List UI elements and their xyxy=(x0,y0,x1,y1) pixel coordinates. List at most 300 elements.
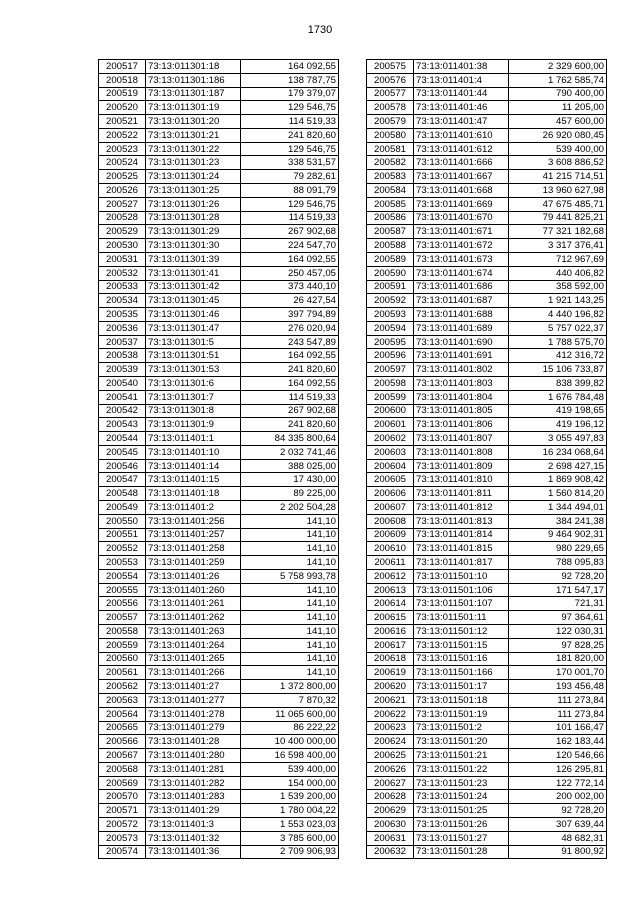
row-number-cell: 200591 xyxy=(367,280,414,294)
value-cell: 1 372 800,00 xyxy=(241,680,339,694)
row-number-cell: 200541 xyxy=(99,390,146,404)
cadastral-number-cell: 73:13:011401:691 xyxy=(414,349,509,363)
value-cell: 1 921 143,25 xyxy=(509,294,607,308)
row-number-cell: 200580 xyxy=(367,128,414,142)
value-cell: 712 967,69 xyxy=(509,252,607,266)
value-cell: 181 820,00 xyxy=(509,652,607,666)
row-number-cell: 200530 xyxy=(99,239,146,253)
table-row xyxy=(367,666,607,680)
value-cell: 2 709 906,93 xyxy=(241,845,339,859)
table-row xyxy=(367,184,607,198)
row-number-cell: 200605 xyxy=(367,473,414,487)
cadastral-number-cell: 73:13:011501:12 xyxy=(414,625,509,639)
cadastral-number-cell: 73:13:011501:22 xyxy=(414,762,509,776)
register-table-left xyxy=(98,59,339,859)
cadastral-number-cell: 73:13:011501:19 xyxy=(414,707,509,721)
row-number-cell: 200589 xyxy=(367,252,414,266)
cadastral-number-cell: 73:13:011401:264 xyxy=(146,638,241,652)
value-cell: 141,10 xyxy=(241,542,339,556)
row-number-cell: 200517 xyxy=(99,60,146,74)
table-row xyxy=(367,197,607,211)
cadastral-number-cell: 73:13:011401:802 xyxy=(414,363,509,377)
row-number-cell: 200534 xyxy=(99,294,146,308)
cadastral-number-cell: 73:13:011301:20 xyxy=(146,115,241,129)
value-cell: 243 547,89 xyxy=(241,335,339,349)
row-number-cell: 200629 xyxy=(367,804,414,818)
value-cell: 16 598 400,00 xyxy=(241,749,339,763)
row-number-cell: 200522 xyxy=(99,128,146,142)
table-row xyxy=(367,390,607,404)
row-number-cell: 200594 xyxy=(367,321,414,335)
value-cell: 122 030,31 xyxy=(509,625,607,639)
table-row xyxy=(99,528,339,542)
table-row xyxy=(99,128,339,142)
value-cell: 241 820,60 xyxy=(241,363,339,377)
cadastral-number-cell: 73:13:011401:814 xyxy=(414,528,509,542)
value-cell: 539 400,00 xyxy=(241,762,339,776)
cadastral-number-cell: 73:13:011401:3 xyxy=(146,817,241,831)
cadastral-number-cell: 73:13:011501:15 xyxy=(414,638,509,652)
cadastral-number-cell: 73:13:011401:262 xyxy=(146,611,241,625)
table-row xyxy=(99,376,339,390)
row-number-cell: 200598 xyxy=(367,376,414,390)
row-number-cell: 200578 xyxy=(367,101,414,115)
table-row xyxy=(367,349,607,363)
table-row xyxy=(99,294,339,308)
row-number-cell: 200537 xyxy=(99,335,146,349)
table-row xyxy=(99,335,339,349)
value-cell: 138 787,75 xyxy=(241,73,339,87)
row-number-cell: 200524 xyxy=(99,156,146,170)
row-number-cell: 200608 xyxy=(367,514,414,528)
value-cell: 92 728,20 xyxy=(509,569,607,583)
table-row xyxy=(367,501,607,515)
cadastral-number-cell: 73:13:011301:187 xyxy=(146,87,241,101)
row-number-cell: 200577 xyxy=(367,87,414,101)
cadastral-number-cell: 73:13:011501:107 xyxy=(414,597,509,611)
value-cell: 440 406,82 xyxy=(509,266,607,280)
value-cell: 179 379,07 xyxy=(241,87,339,101)
table-row xyxy=(367,831,607,845)
cadastral-number-cell: 73:13:011401:612 xyxy=(414,142,509,156)
row-number-cell: 200619 xyxy=(367,666,414,680)
table-row xyxy=(367,294,607,308)
table-row xyxy=(367,170,607,184)
table-row xyxy=(99,583,339,597)
table-row xyxy=(367,128,607,142)
table-row xyxy=(99,73,339,87)
cadastral-number-cell: 73:13:011501:26 xyxy=(414,817,509,831)
cadastral-number-cell: 73:13:011401:815 xyxy=(414,542,509,556)
row-number-cell: 200532 xyxy=(99,266,146,280)
row-number-cell: 200540 xyxy=(99,376,146,390)
value-cell: 164 092,55 xyxy=(241,252,339,266)
table-row xyxy=(99,707,339,721)
cadastral-number-cell: 73:13:011401:263 xyxy=(146,625,241,639)
cadastral-number-cell: 73:13:011501:11 xyxy=(414,611,509,625)
value-cell: 92 728,20 xyxy=(509,804,607,818)
value-cell: 412 316,72 xyxy=(509,349,607,363)
cadastral-number-cell: 73:13:011401:811 xyxy=(414,487,509,501)
value-cell: 241 820,60 xyxy=(241,418,339,432)
cadastral-number-cell: 73:13:011401:673 xyxy=(414,252,509,266)
value-cell: 111 273,84 xyxy=(509,707,607,721)
cadastral-number-cell: 73:13:011501:106 xyxy=(414,583,509,597)
cadastral-number-cell: 73:13:011401:610 xyxy=(414,128,509,142)
cadastral-number-cell: 73:13:011401:261 xyxy=(146,597,241,611)
row-number-cell: 200544 xyxy=(99,432,146,446)
row-number-cell: 200597 xyxy=(367,363,414,377)
table-row xyxy=(367,459,607,473)
value-cell: 89 225,00 xyxy=(241,487,339,501)
cadastral-number-cell: 73:13:011501:18 xyxy=(414,693,509,707)
value-cell: 114 519,33 xyxy=(241,211,339,225)
cadastral-number-cell: 73:13:011401:278 xyxy=(146,707,241,721)
value-cell: 539 400,00 xyxy=(509,142,607,156)
table-row xyxy=(99,225,339,239)
cadastral-number-cell: 73:13:011401:807 xyxy=(414,432,509,446)
cadastral-number-cell: 73:13:011501:166 xyxy=(414,666,509,680)
row-number-cell: 200566 xyxy=(99,735,146,749)
value-cell: 3 608 886,52 xyxy=(509,156,607,170)
row-number-cell: 200564 xyxy=(99,707,146,721)
table-row xyxy=(367,528,607,542)
cadastral-number-cell: 73:13:011401:280 xyxy=(146,749,241,763)
table-row xyxy=(367,335,607,349)
table-row xyxy=(367,321,607,335)
row-number-cell: 200584 xyxy=(367,184,414,198)
row-number-cell: 200627 xyxy=(367,776,414,790)
cadastral-number-cell: 73:13:011401:808 xyxy=(414,445,509,459)
row-number-cell: 200610 xyxy=(367,542,414,556)
table-row xyxy=(99,252,339,266)
table-row xyxy=(367,638,607,652)
cadastral-number-cell: 73:13:011401:44 xyxy=(414,87,509,101)
table-row xyxy=(99,363,339,377)
value-cell: 164 092,55 xyxy=(241,376,339,390)
cadastral-number-cell: 73:13:011301:42 xyxy=(146,280,241,294)
value-cell: 84 335 800,64 xyxy=(241,432,339,446)
row-number-cell: 200623 xyxy=(367,721,414,735)
value-cell: 13 960 627,98 xyxy=(509,184,607,198)
value-cell: 1 553 023,03 xyxy=(241,817,339,831)
row-number-cell: 200574 xyxy=(99,845,146,859)
value-cell: 790 400,00 xyxy=(509,87,607,101)
table-row xyxy=(367,817,607,831)
row-number-cell: 200527 xyxy=(99,197,146,211)
value-cell: 5 757 022,37 xyxy=(509,321,607,335)
table-row xyxy=(99,611,339,625)
table-row xyxy=(99,487,339,501)
table-row xyxy=(367,735,607,749)
table-row xyxy=(99,197,339,211)
row-number-cell: 200572 xyxy=(99,817,146,831)
table-row xyxy=(367,569,607,583)
cadastral-number-cell: 73:13:011301:47 xyxy=(146,321,241,335)
value-cell: 97 828,25 xyxy=(509,638,607,652)
table-row xyxy=(367,418,607,432)
table-row xyxy=(367,142,607,156)
row-number-cell: 200569 xyxy=(99,776,146,790)
value-cell: 4 440 196,82 xyxy=(509,308,607,322)
table-row xyxy=(99,666,339,680)
table-row xyxy=(367,845,607,859)
row-number-cell: 200548 xyxy=(99,487,146,501)
table-row xyxy=(367,487,607,501)
row-number-cell: 200606 xyxy=(367,487,414,501)
row-number-cell: 200607 xyxy=(367,501,414,515)
cadastral-number-cell: 73:13:011401:809 xyxy=(414,459,509,473)
cadastral-number-cell: 73:13:011301:186 xyxy=(146,73,241,87)
table-row xyxy=(99,804,339,818)
cadastral-number-cell: 73:13:011301:23 xyxy=(146,156,241,170)
cadastral-number-cell: 73:13:011401:687 xyxy=(414,294,509,308)
cadastral-number-cell: 73:13:011301:7 xyxy=(146,390,241,404)
value-cell: 2 698 427,15 xyxy=(509,459,607,473)
row-number-cell: 200614 xyxy=(367,597,414,611)
row-number-cell: 200626 xyxy=(367,762,414,776)
value-cell: 5 758 993,78 xyxy=(241,569,339,583)
table-row xyxy=(99,831,339,845)
row-number-cell: 200570 xyxy=(99,790,146,804)
cadastral-number-cell: 73:13:011501:21 xyxy=(414,749,509,763)
table-row xyxy=(367,556,607,570)
table-row xyxy=(99,542,339,556)
row-number-cell: 200630 xyxy=(367,817,414,831)
cadastral-number-cell: 73:13:011401:29 xyxy=(146,804,241,818)
table-row xyxy=(367,473,607,487)
cadastral-number-cell: 73:13:011401:690 xyxy=(414,335,509,349)
value-cell: 48 682,31 xyxy=(509,831,607,845)
cadastral-number-cell: 73:13:011501:10 xyxy=(414,569,509,583)
value-cell: 141,10 xyxy=(241,638,339,652)
table-row xyxy=(367,376,607,390)
row-number-cell: 200531 xyxy=(99,252,146,266)
cadastral-number-cell: 73:13:011501:20 xyxy=(414,735,509,749)
value-cell: 11 065 600,00 xyxy=(241,707,339,721)
row-number-cell: 200563 xyxy=(99,693,146,707)
row-number-cell: 200592 xyxy=(367,294,414,308)
cadastral-number-cell: 73:13:011401:674 xyxy=(414,266,509,280)
cadastral-number-cell: 73:13:011301:39 xyxy=(146,252,241,266)
row-number-cell: 200621 xyxy=(367,693,414,707)
row-number-cell: 200536 xyxy=(99,321,146,335)
table-row xyxy=(99,184,339,198)
row-number-cell: 200559 xyxy=(99,638,146,652)
table-row xyxy=(367,583,607,597)
value-cell: 77 321 182,68 xyxy=(509,225,607,239)
table-row xyxy=(99,115,339,129)
cadastral-number-cell: 73:13:011401:670 xyxy=(414,211,509,225)
row-number-cell: 200554 xyxy=(99,569,146,583)
value-cell: 1 539 200,00 xyxy=(241,790,339,804)
value-cell: 97 364,61 xyxy=(509,611,607,625)
row-number-cell: 200549 xyxy=(99,501,146,515)
value-cell: 419 198,65 xyxy=(509,404,607,418)
cadastral-number-cell: 73:13:011401:2 xyxy=(146,501,241,515)
table-row xyxy=(99,569,339,583)
cadastral-number-cell: 73:13:011501:24 xyxy=(414,790,509,804)
cadastral-number-cell: 73:13:011301:25 xyxy=(146,184,241,198)
table-row xyxy=(99,845,339,859)
cadastral-number-cell: 73:13:011401:18 xyxy=(146,487,241,501)
table-row xyxy=(367,514,607,528)
row-number-cell: 200602 xyxy=(367,432,414,446)
cadastral-number-cell: 73:13:011401:281 xyxy=(146,762,241,776)
row-number-cell: 200556 xyxy=(99,597,146,611)
table-row xyxy=(99,762,339,776)
value-cell: 164 092,55 xyxy=(241,349,339,363)
value-cell: 154 000,00 xyxy=(241,776,339,790)
row-number-cell: 200547 xyxy=(99,473,146,487)
table-row xyxy=(367,776,607,790)
value-cell: 129 546,75 xyxy=(241,142,339,156)
value-cell: 1 762 585,74 xyxy=(509,73,607,87)
value-cell: 980 229,65 xyxy=(509,542,607,556)
value-cell: 120 546,66 xyxy=(509,749,607,763)
table-row xyxy=(367,652,607,666)
table-row xyxy=(99,817,339,831)
value-cell: 141,10 xyxy=(241,583,339,597)
row-number-cell: 200539 xyxy=(99,363,146,377)
table-row xyxy=(99,170,339,184)
cadastral-number-cell: 73:13:011401:671 xyxy=(414,225,509,239)
table-row xyxy=(99,404,339,418)
value-cell: 358 592,00 xyxy=(509,280,607,294)
value-cell: 250 457,05 xyxy=(241,266,339,280)
cadastral-number-cell: 73:13:011301:45 xyxy=(146,294,241,308)
value-cell: 15 106 733,87 xyxy=(509,363,607,377)
cadastral-number-cell: 73:13:011401:266 xyxy=(146,666,241,680)
value-cell: 2 202 504,28 xyxy=(241,501,339,515)
cadastral-number-cell: 73:13:011501:23 xyxy=(414,776,509,790)
value-cell: 171 547,17 xyxy=(509,583,607,597)
cadastral-number-cell: 73:13:011401:47 xyxy=(414,115,509,129)
cadastral-number-cell: 73:13:011401:813 xyxy=(414,514,509,528)
table-row xyxy=(99,776,339,790)
value-cell: 2 329 600,00 xyxy=(509,60,607,74)
cadastral-number-cell: 73:13:011401:256 xyxy=(146,514,241,528)
value-cell: 79 282,61 xyxy=(241,170,339,184)
cadastral-number-cell: 73:13:011301:53 xyxy=(146,363,241,377)
value-cell: 1 869 908,42 xyxy=(509,473,607,487)
table-row xyxy=(99,790,339,804)
table-row xyxy=(99,597,339,611)
row-number-cell: 200561 xyxy=(99,666,146,680)
row-number-cell: 200596 xyxy=(367,349,414,363)
table-row xyxy=(367,404,607,418)
row-number-cell: 200622 xyxy=(367,707,414,721)
table-row xyxy=(99,308,339,322)
value-cell: 114 519,33 xyxy=(241,115,339,129)
row-number-cell: 200519 xyxy=(99,87,146,101)
value-cell: 1 788 575,70 xyxy=(509,335,607,349)
cadastral-number-cell: 73:13:011301:26 xyxy=(146,197,241,211)
row-number-cell: 200611 xyxy=(367,556,414,570)
row-number-cell: 200615 xyxy=(367,611,414,625)
cadastral-number-cell: 73:13:011501:27 xyxy=(414,831,509,845)
table-row xyxy=(99,432,339,446)
page-number: 1730 xyxy=(307,24,333,36)
cadastral-number-cell: 73:13:011401:10 xyxy=(146,445,241,459)
value-cell: 86 222,22 xyxy=(241,721,339,735)
value-cell: 79 441 825,21 xyxy=(509,211,607,225)
table-row xyxy=(99,390,339,404)
cadastral-number-cell: 73:13:011401:667 xyxy=(414,170,509,184)
value-cell: 193 456,48 xyxy=(509,680,607,694)
cadastral-number-cell: 73:13:011401:668 xyxy=(414,184,509,198)
cadastral-number-cell: 73:13:011401:265 xyxy=(146,652,241,666)
table-row xyxy=(367,790,607,804)
value-cell: 114 519,33 xyxy=(241,390,339,404)
cadastral-number-cell: 73:13:011301:28 xyxy=(146,211,241,225)
cadastral-number-cell: 73:13:011301:46 xyxy=(146,308,241,322)
value-cell: 457 600,00 xyxy=(509,115,607,129)
table-row xyxy=(99,87,339,101)
table-row xyxy=(367,611,607,625)
cadastral-number-cell: 73:13:011401:277 xyxy=(146,693,241,707)
cadastral-number-cell: 73:13:011401:15 xyxy=(146,473,241,487)
row-number-cell: 200562 xyxy=(99,680,146,694)
table-row xyxy=(367,445,607,459)
value-cell: 141,10 xyxy=(241,625,339,639)
row-number-cell: 200625 xyxy=(367,749,414,763)
row-number-cell: 200573 xyxy=(99,831,146,845)
table-row xyxy=(99,142,339,156)
cadastral-number-cell: 73:13:011401:27 xyxy=(146,680,241,694)
value-cell: 241 820,60 xyxy=(241,128,339,142)
table-row xyxy=(99,239,339,253)
value-cell: 88 091,79 xyxy=(241,184,339,198)
row-number-cell: 200628 xyxy=(367,790,414,804)
row-number-cell: 200618 xyxy=(367,652,414,666)
cadastral-number-cell: 73:13:011401:38 xyxy=(414,60,509,74)
table-row xyxy=(99,211,339,225)
value-cell: 164 092,55 xyxy=(241,60,339,74)
row-number-cell: 200595 xyxy=(367,335,414,349)
cadastral-number-cell: 73:13:011401:804 xyxy=(414,390,509,404)
row-number-cell: 200571 xyxy=(99,804,146,818)
value-cell: 224 547,70 xyxy=(241,239,339,253)
table-row xyxy=(99,749,339,763)
row-number-cell: 200565 xyxy=(99,721,146,735)
cadastral-number-cell: 73:13:011401:282 xyxy=(146,776,241,790)
row-number-cell: 200545 xyxy=(99,445,146,459)
cadastral-number-cell: 73:13:011401:4 xyxy=(414,73,509,87)
cadastral-number-cell: 73:13:011301:6 xyxy=(146,376,241,390)
cadastral-number-cell: 73:13:011401:259 xyxy=(146,556,241,570)
row-number-cell: 200576 xyxy=(367,73,414,87)
row-number-cell: 200560 xyxy=(99,652,146,666)
value-cell: 276 020,94 xyxy=(241,321,339,335)
row-number-cell: 200586 xyxy=(367,211,414,225)
row-number-cell: 200521 xyxy=(99,115,146,129)
value-cell: 141,10 xyxy=(241,514,339,528)
cadastral-number-cell: 73:13:011401:688 xyxy=(414,308,509,322)
table-row xyxy=(99,101,339,115)
value-cell: 17 430,00 xyxy=(241,473,339,487)
table-row xyxy=(99,473,339,487)
value-cell: 129 546,75 xyxy=(241,197,339,211)
table-row xyxy=(367,87,607,101)
table-row xyxy=(367,542,607,556)
value-cell: 141,10 xyxy=(241,666,339,680)
row-number-cell: 200609 xyxy=(367,528,414,542)
row-number-cell: 200579 xyxy=(367,115,414,129)
cadastral-number-cell: 73:13:011401:257 xyxy=(146,528,241,542)
cadastral-number-cell: 73:13:011301:29 xyxy=(146,225,241,239)
cadastral-number-cell: 73:13:011301:41 xyxy=(146,266,241,280)
